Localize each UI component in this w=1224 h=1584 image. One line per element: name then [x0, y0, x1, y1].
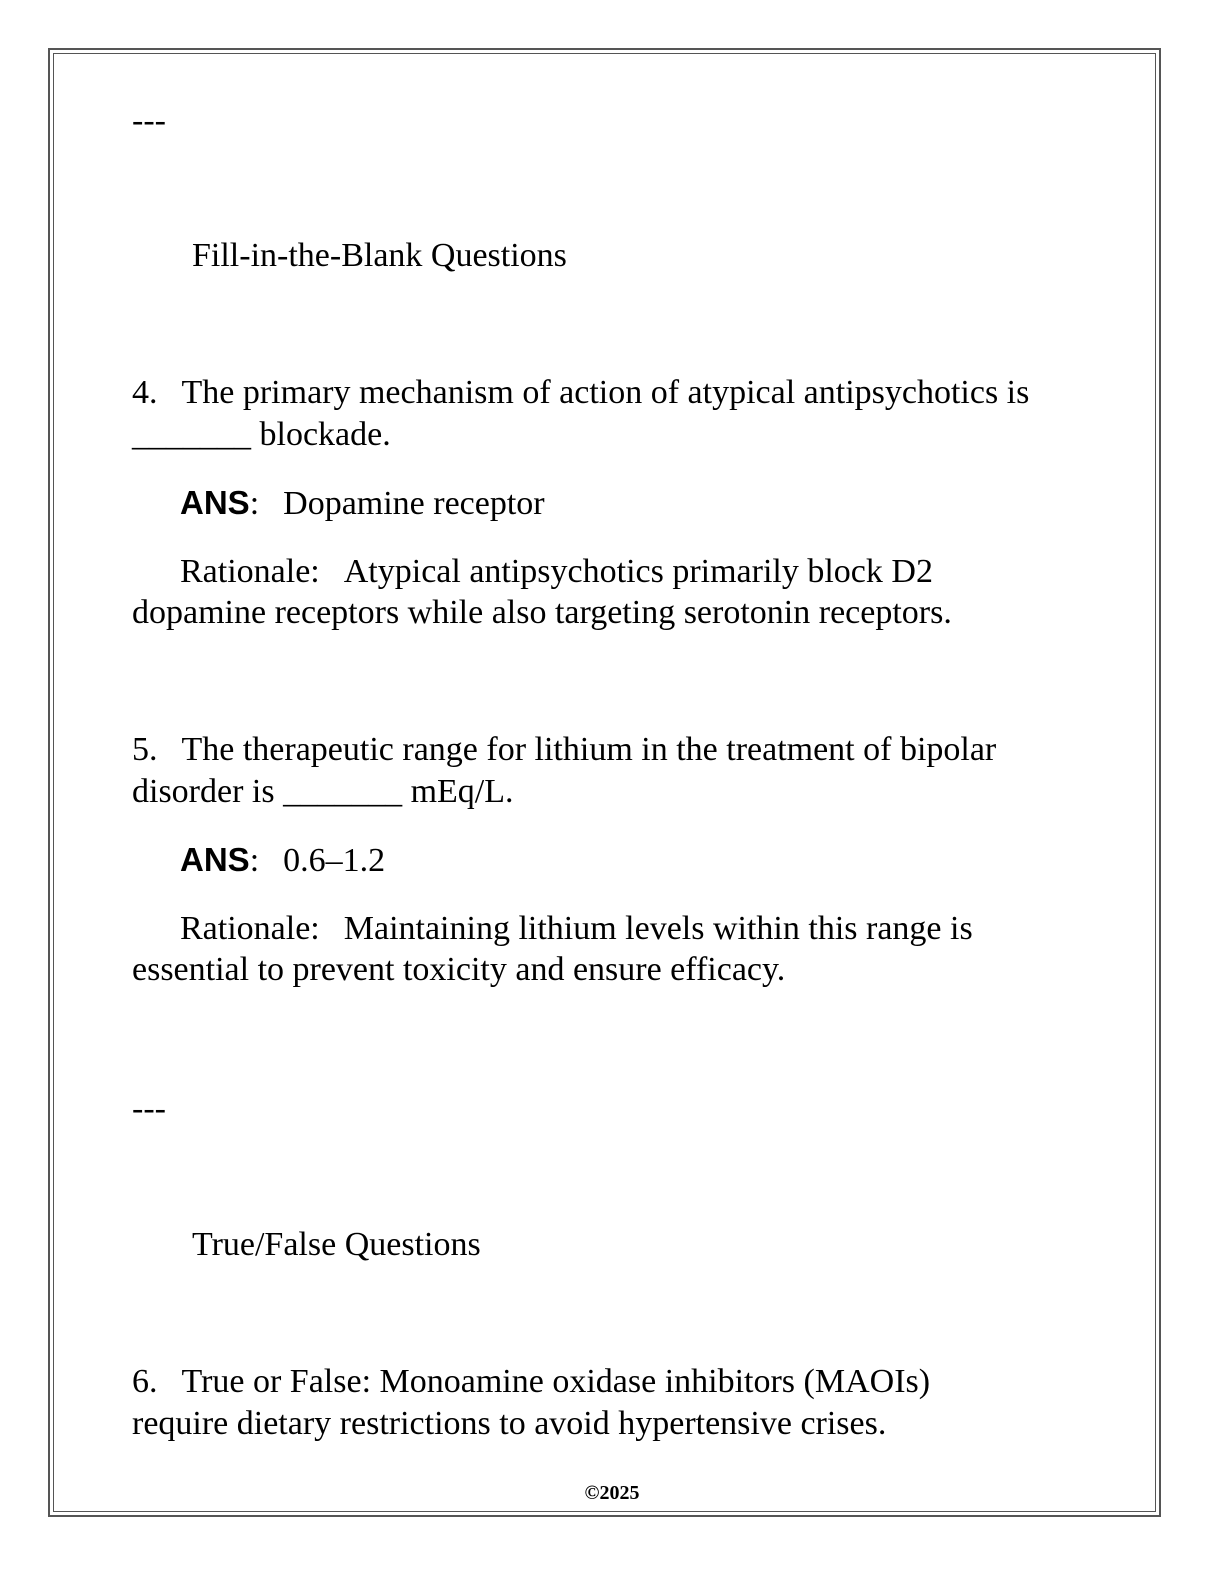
question-number: 4.: [132, 374, 158, 411]
rationale-text: Atypical antipsychotics primarily block D2: [343, 553, 933, 590]
question-5-answer: ANS: 0.6–1.2: [180, 841, 386, 879]
question-4-answer: ANS: Dopamine receptor: [180, 484, 545, 522]
question-5-rationale-line-1: [180, 908, 973, 950]
question-5-line-1: [132, 729, 996, 771]
question-4-rationale-line-1: [180, 551, 933, 593]
question-number: 5.: [132, 731, 158, 768]
question-6-line-2: require dietary restrictions to avoid hypertensive crises.: [132, 1405, 887, 1442]
ans-label: ANS: [180, 484, 250, 521]
answer-text: Dopamine receptor: [283, 485, 545, 522]
question-4-line-1: [132, 372, 1029, 414]
question-text: True or False: Monoamine oxidase inhibitors (MAOIs): [181, 1363, 931, 1400]
question-number: 6.: [132, 1363, 158, 1400]
question-4-rationale-line-2: dopamine receptors while also targeting serotonin receptors.: [132, 594, 952, 631]
section-heading-fill-in-blank: Fill-in-the-Blank Questions: [192, 237, 567, 274]
rationale-text: Maintaining lithium levels within this range is: [343, 910, 973, 947]
rationale-label: Rationale:: [180, 910, 320, 947]
separator: ---: [132, 1090, 166, 1127]
ans-label: ANS: [180, 841, 250, 878]
separator: ---: [132, 102, 166, 139]
section-heading-true-false: True/False Questions: [192, 1226, 481, 1263]
question-6-line-1: [132, 1361, 930, 1403]
question-text: The primary mechanism of action of atypical antipsychotics is: [181, 374, 1030, 411]
rationale-label: Rationale:: [180, 553, 320, 590]
question-4-line-2: _______ blockade.: [132, 416, 391, 453]
question-5-line-2: disorder is _______ mEq/L.: [132, 773, 514, 810]
copyright-footer: ©2025: [584, 1482, 640, 1504]
answer-text: 0.6–1.2: [283, 842, 386, 879]
question-5-rationale-line-2: essential to prevent toxicity and ensure efficacy.: [132, 951, 786, 988]
question-text: The therapeutic range for lithium in the treatment of bipolar: [181, 731, 997, 768]
